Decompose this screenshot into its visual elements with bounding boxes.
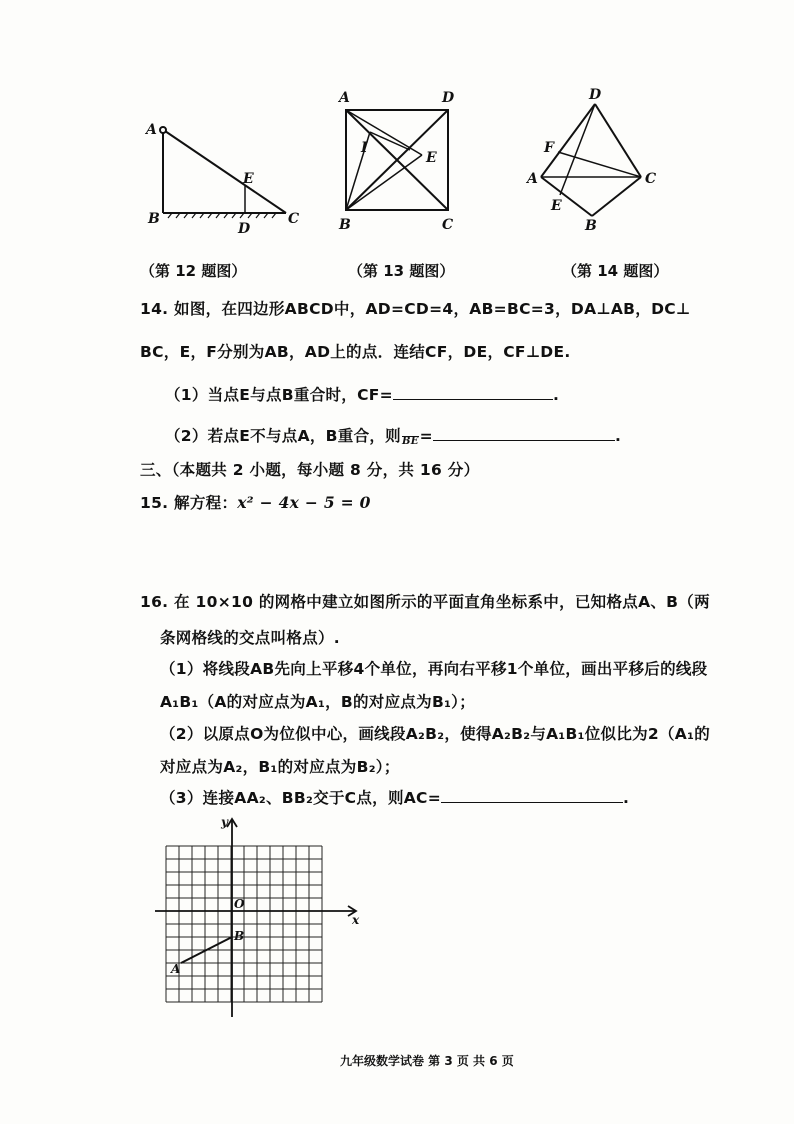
q14-line1: 14. 如图，在四边形ABCD中，AD=CD=4，AB=BC=3，DA⊥AB，DC⊥ [140,300,691,318]
q14-part2-suffix: . [614,427,622,445]
grid-lines [166,846,322,1002]
q16-part3-prefix: （3）连接AA₂、BB₂交于C点，则AC= [160,789,442,807]
fig14-label-f: F [544,140,554,156]
q16-part3-suffix: . [623,789,630,807]
q16-part1-b: A₁B₁（A的对应点为A₁，B的对应点为B₁）； [160,693,476,711]
fig13-label-e: E [426,150,437,166]
fig13-label-d: D [442,90,455,106]
fig12-label-a: A [146,122,157,138]
q16-line1: 16. 在 10×10 的网格中建立如图所示的平面直角坐标系中，已知格点A、B（两 [140,593,710,611]
fig13-label-b: B [339,217,351,233]
fig14-label-a: A [527,171,538,187]
q15-prefix: 15. 解方程： [140,494,238,512]
q16-line2: 条网格线的交点叫格点）. [160,629,340,647]
fig12-caption: （第 12 题图） [140,262,247,280]
page-footer: 九年级数学试卷 第 3 页 共 6 页 [340,1054,514,1068]
q14-line2: BC，E，F分别为AB，AD上的点．连结CF，DE，CF⊥DE. [140,343,571,361]
q16-part2-b: 对应点为A₂，B₁的对应点为B₂）； [160,758,400,776]
q16-part2-a: （2）以原点O为位似中心，画线段A₂B₂，使得A₂B₂与A₁B₁位似比为2（A₁的 [160,725,710,743]
fig12-label-e: E [243,171,254,187]
fig12-label-b: B [148,211,160,227]
fig13-label-a: A [339,90,350,106]
point-a-label: A [171,962,181,976]
fig12-label-c: C [288,211,300,227]
fig13-caption: （第 13 题图） [348,262,455,280]
fig14-label-d: D [589,87,602,103]
fig14-label-e: E [551,198,562,214]
origin-label: O [234,897,245,911]
fig14-caption: （第 14 题图） [562,262,669,280]
q14-part1-prefix: （1）当点E与点B重合时，CF= [165,386,393,404]
fraction-denominator: BE [401,436,419,447]
q14-part2-equals: = [419,427,433,445]
y-axis-label: y [221,815,228,829]
section3-heading: 三、（本题共 2 小题，每小题 8 分，共 16 分） [140,461,480,479]
q16-part1-a: （1）将线段AB先向上平移4个单位，再向右平移1个单位，画出平移后的线段 [160,660,708,678]
fig13-label-i: I [361,140,368,156]
fig14-label-c: C [645,171,657,187]
q14-part1-suffix: . [552,386,560,404]
fig13-label-c: C [442,217,454,233]
fig12-label-d: D [238,221,251,237]
q15-equation: x² − 4x − 5 = 0 [237,493,371,512]
q14-part2-prefix: （2）若点E不与点A，B重合，则 [165,427,401,445]
fig14-label-b: B [585,218,597,234]
x-axis-label: x [352,913,360,927]
point-b-label: B [234,929,245,943]
